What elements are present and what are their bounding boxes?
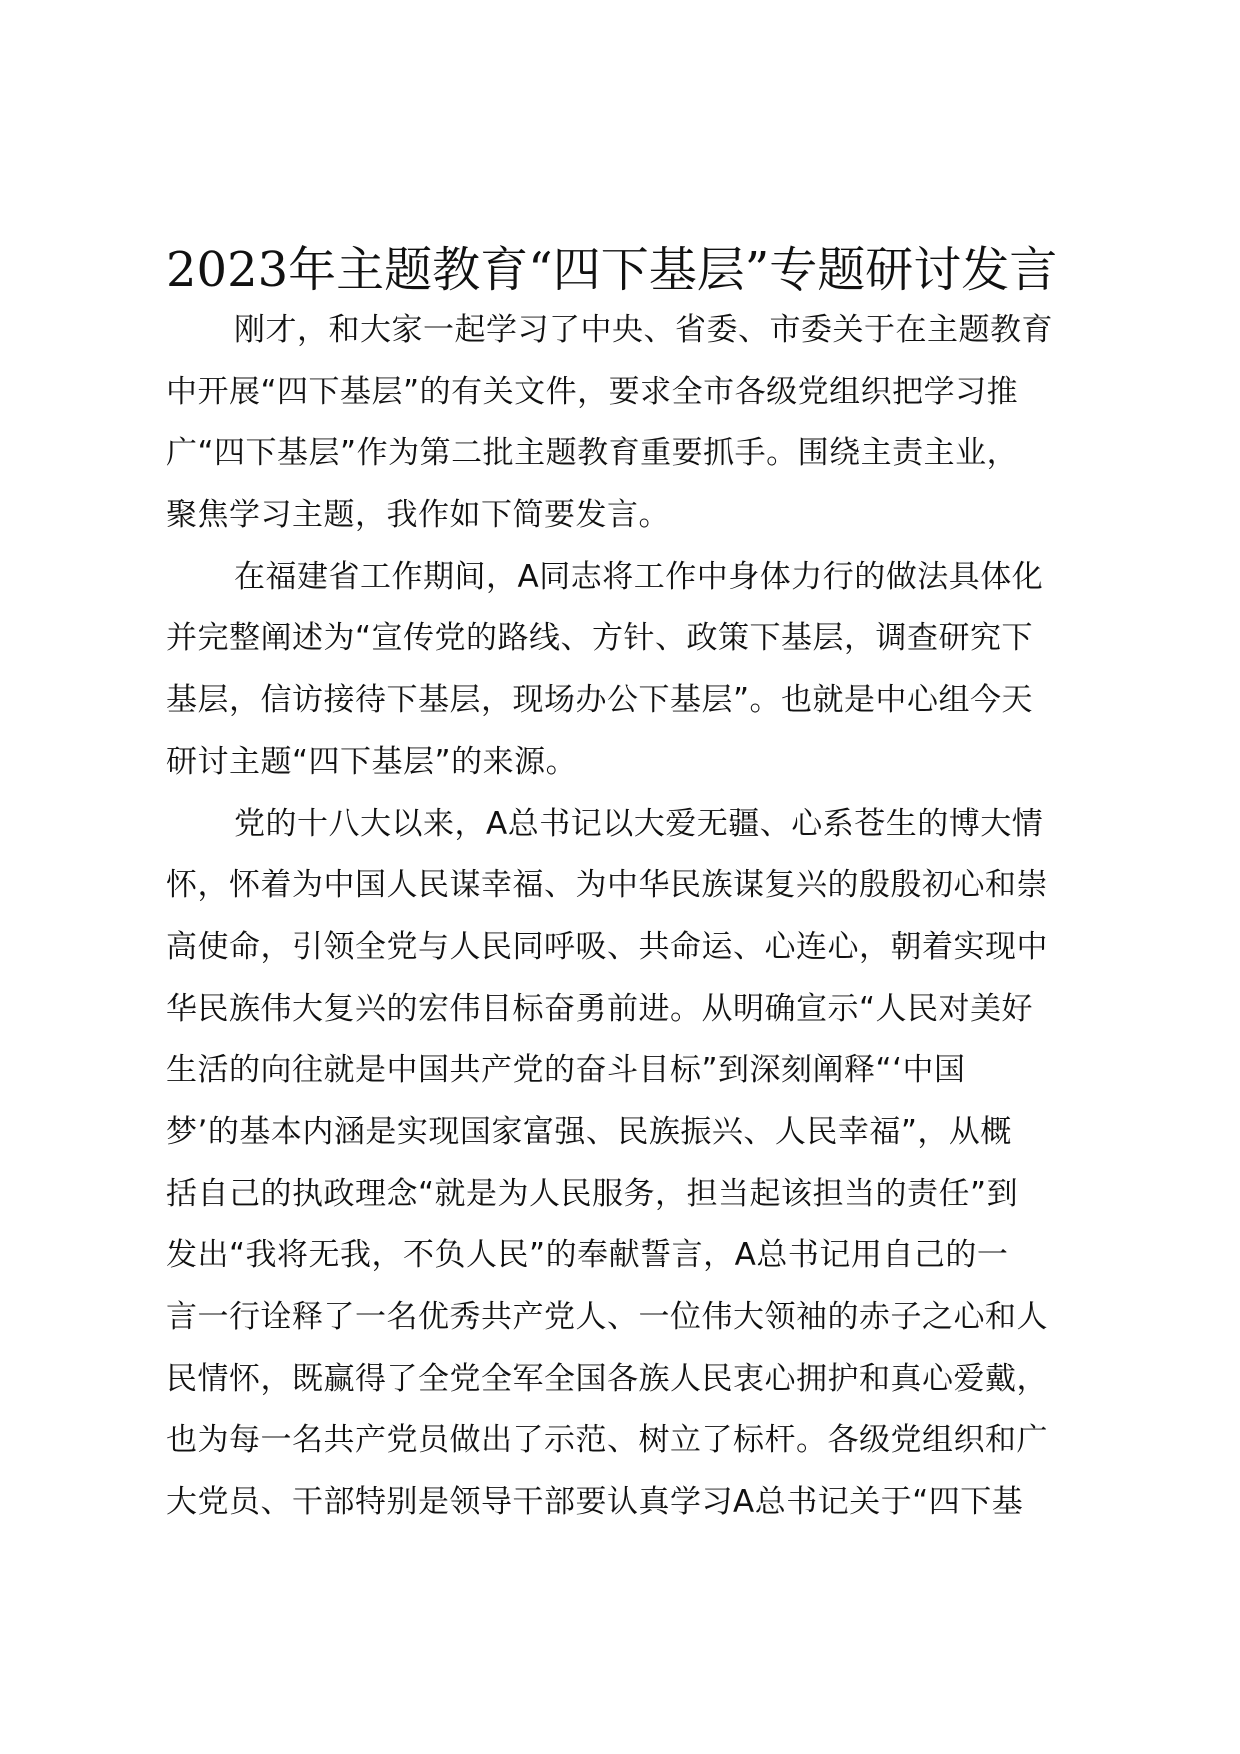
text-line: 民情怀，既赢得了全党全军全国各族人民衷心拥护和真心爱戴，	[166, 1360, 1048, 1397]
text-line: 大党员、干部特别是领导干部要认真学习A总书记关于“四下基	[166, 1484, 1024, 1521]
text-line: 刚才，和大家一起学习了中央、省委、市委关于在主题教育	[234, 312, 1053, 348]
text-line: 基层，信访接待下基层，现场办公下基层”。也就是中心组今天	[166, 682, 1034, 719]
text-line: 生活的向往就是中国共产党的奋斗目标”到深刻阐释“‘中国	[166, 1052, 966, 1089]
document-title: 2023年主题教育“四下基层”专题研讨发言	[166, 242, 1058, 298]
text-line: 中开展“四下基层”的有关文件，要求全市各级党组织把学习推	[166, 373, 1019, 410]
text-line: 聚焦学习主题，我作如下简要发言。	[166, 497, 670, 534]
text-line: 也为每一名共产党员做出了示范、树立了标杆。各级党组织和广	[166, 1422, 1048, 1459]
text-line: 并完整阐述为“宣传党的路线、方针、政策下基层，调查研究下	[166, 620, 1034, 657]
text-line: 广“四下基层”作为第二批主题教育重要抓手。围绕主责主业，	[166, 435, 1019, 472]
text-line: 括自己的执政理念“就是为人民服务，担当起该担当的责任”到	[166, 1175, 1019, 1212]
text-line: 在福建省工作期间，A同志将工作中身体力行的做法具体化	[234, 558, 1044, 595]
text-line: 研讨主题“四下基层”的来源。	[166, 743, 578, 780]
text-line: 发出“我将无我，不负人民”的奉献誓言，A总书记用自己的一	[166, 1237, 1009, 1274]
text-line: 高使命，引领全党与人民同呼吸、共命运、心连心，朝着实现中	[166, 928, 1048, 965]
text-line: 怀，怀着为中国人民谋幸福、为中华民族谋复兴的殷殷初心和崇	[166, 867, 1048, 904]
text-line: 言一行诠释了一名优秀共产党人、一位伟大领袖的赤子之心和人	[166, 1299, 1048, 1335]
text-line: 党的十八大以来，A总书记以大爱无疆、心系苍生的博大情	[234, 805, 1044, 842]
text-line: 梦’的基本内涵是实现国家富强、民族振兴、人民幸福”，从概	[166, 1113, 1012, 1150]
document-body	[166, 300, 1096, 1534]
text-line: 华民族伟大复兴的宏伟目标奋勇前进。从明确宣示“人民对美好	[166, 990, 1034, 1027]
